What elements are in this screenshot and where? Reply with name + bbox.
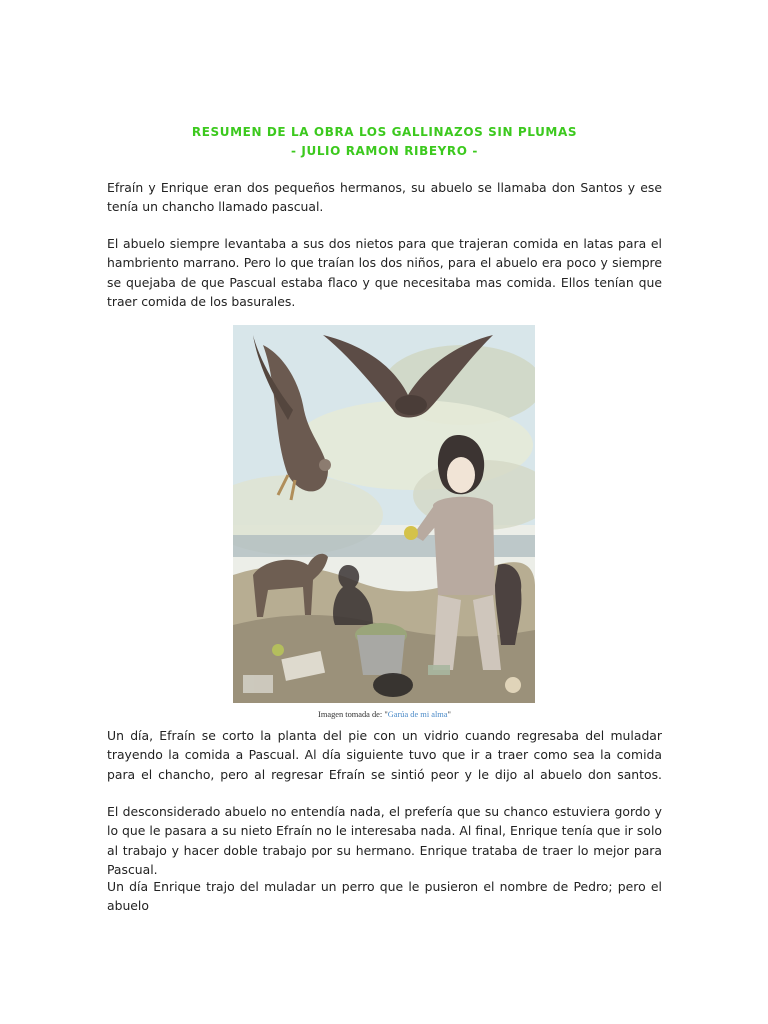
paragraph-4: El desconsiderado abuelo no entendía nada, el prefería que su chanco estuviera gordo y lo que le pasara a su nieto Efraín no le interesaba nada. Al final, Enrique tenía que ir solo al trabajo y hacer doble trabajo por su hermano. Enrique trataba de traer lo mejor para Pascual. [107, 804, 662, 878]
caption-source-link[interactable]: Garúa de mi alma [387, 710, 448, 719]
image-caption [107, 710, 662, 719]
paragraph-3: Un día, Efraín se corto la planta del pie con un vidrio cuando regresaba del muladar trayendo la comida a Pascual. Al día siguiente tuvo que ir a traer como sea la comida para el chancho, pero al regresar Efraín se sintió peor y le dijo al abuelo don santos. [107, 728, 662, 782]
document-title [107, 123, 662, 161]
paragraph-2: El abuelo siempre levantaba a sus dos nietos para que trajeran comida en latas para el hambriento marrano. Pero lo que traían los dos niños, para el abuelo era poco y siempre se quejaba de que Pascual estaba flaco y que necesitaba mas comida. Ellos tenían que traer comida de los basurales. [107, 236, 662, 310]
title-line-2: - JULIO RAMON RIBEYRO - [291, 144, 478, 158]
title-line-1: RESUMEN DE LA OBRA LOS GALLINAZOS SIN PLUMAS [191, 125, 578, 139]
paragraph-1: Efraín y Enrique eran dos pequeños hermanos, su abuelo se llamaba don Santos y ese tenía un chancho llamado pascual. [107, 180, 662, 215]
caption-suffix: " [447, 710, 451, 719]
caption-prefix: Imagen tomada de: " [318, 710, 388, 719]
story-illustration [233, 325, 535, 703]
paragraph-5: Un día Enrique trajo del muladar un perro que le pusieron el nombre de Pedro; pero el abuelo [107, 879, 662, 914]
